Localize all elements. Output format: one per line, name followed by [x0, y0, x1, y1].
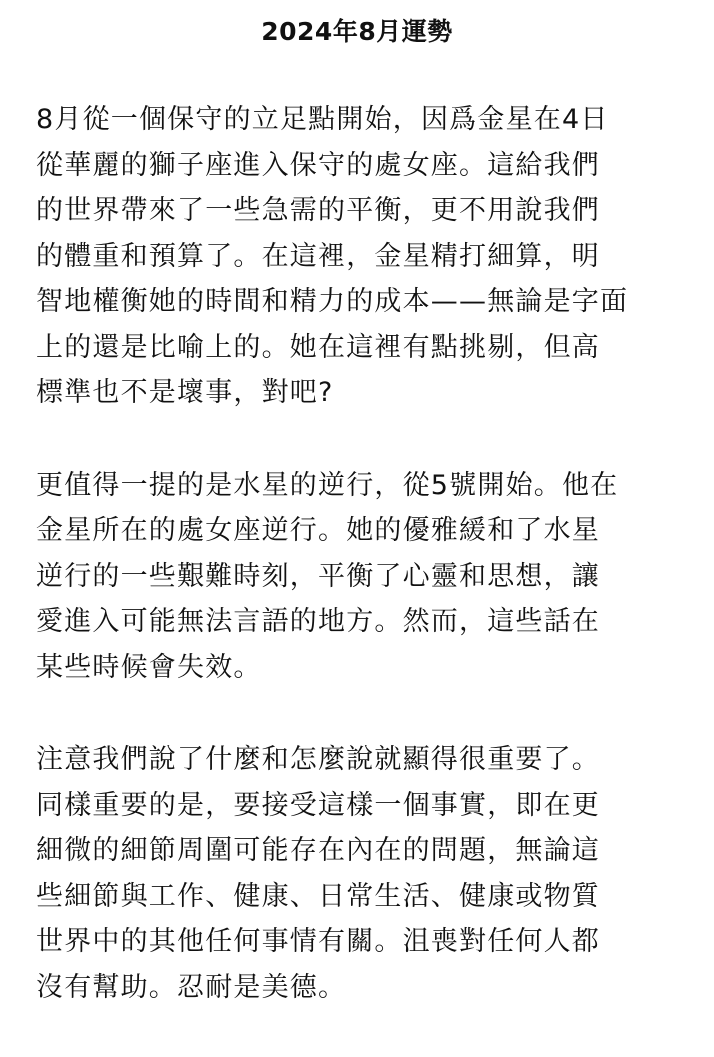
text-line: 某些時候會失效。 — [36, 651, 262, 683]
article-body — [36, 97, 680, 1057]
text-line: 同樣重要的是，要接受這樣一個事實，即在更 — [36, 789, 600, 821]
text-line: 逆行的一些艱難時刻，平衡了心靈和思想，讓 — [36, 560, 600, 592]
text-line: 智地權衡她的時間和精力的成本——無論是字面 — [36, 286, 629, 317]
text-line: 沒有幫助。忍耐是美德。 — [36, 971, 347, 1003]
text-line: 金星所在的處女座逆行。她的優雅緩和了水星 — [36, 515, 600, 546]
text-line: 更值得一提的是水星的逆行，從5號開始。他在 — [36, 469, 619, 501]
text-line: 的體重和預算了。在這裡，金星精打細算，明 — [36, 240, 600, 272]
text-line: 世界中的其他任何事情有關。沮喪對任何人都 — [36, 926, 600, 957]
text-line: 些細節與工作、健康、日常生活、健康或物質 — [36, 880, 600, 912]
text-line: 注意我們說了什麼和怎麼說就顯得很重要了。 — [36, 744, 600, 775]
text-line: 愛進入可能無法言語的地方。然而，這些話在 — [36, 606, 600, 637]
text-line: 細微的細節周圍可能存在內在的問題，無論這 — [36, 835, 600, 866]
text-line: 上的還是比喻上的。她在這裡有點挑剔，但高 — [36, 331, 600, 363]
text-line: 標準也不是壞事，對吧? — [36, 377, 334, 408]
paragraph-advice — [36, 737, 680, 1010]
text-line: 從華麗的獅子座進入保守的處女座。這給我們 — [36, 149, 600, 181]
text-line: 的世界帶來了一些急需的平衡，更不用說我們 — [36, 195, 600, 226]
paragraph-mercury — [36, 463, 680, 691]
paragraph-venus — [36, 97, 680, 416]
page-title: 2024年8月運勢 — [261, 17, 453, 46]
text-line: 8月從一個保守的立足點開始，因爲金星在4日 — [36, 104, 609, 135]
